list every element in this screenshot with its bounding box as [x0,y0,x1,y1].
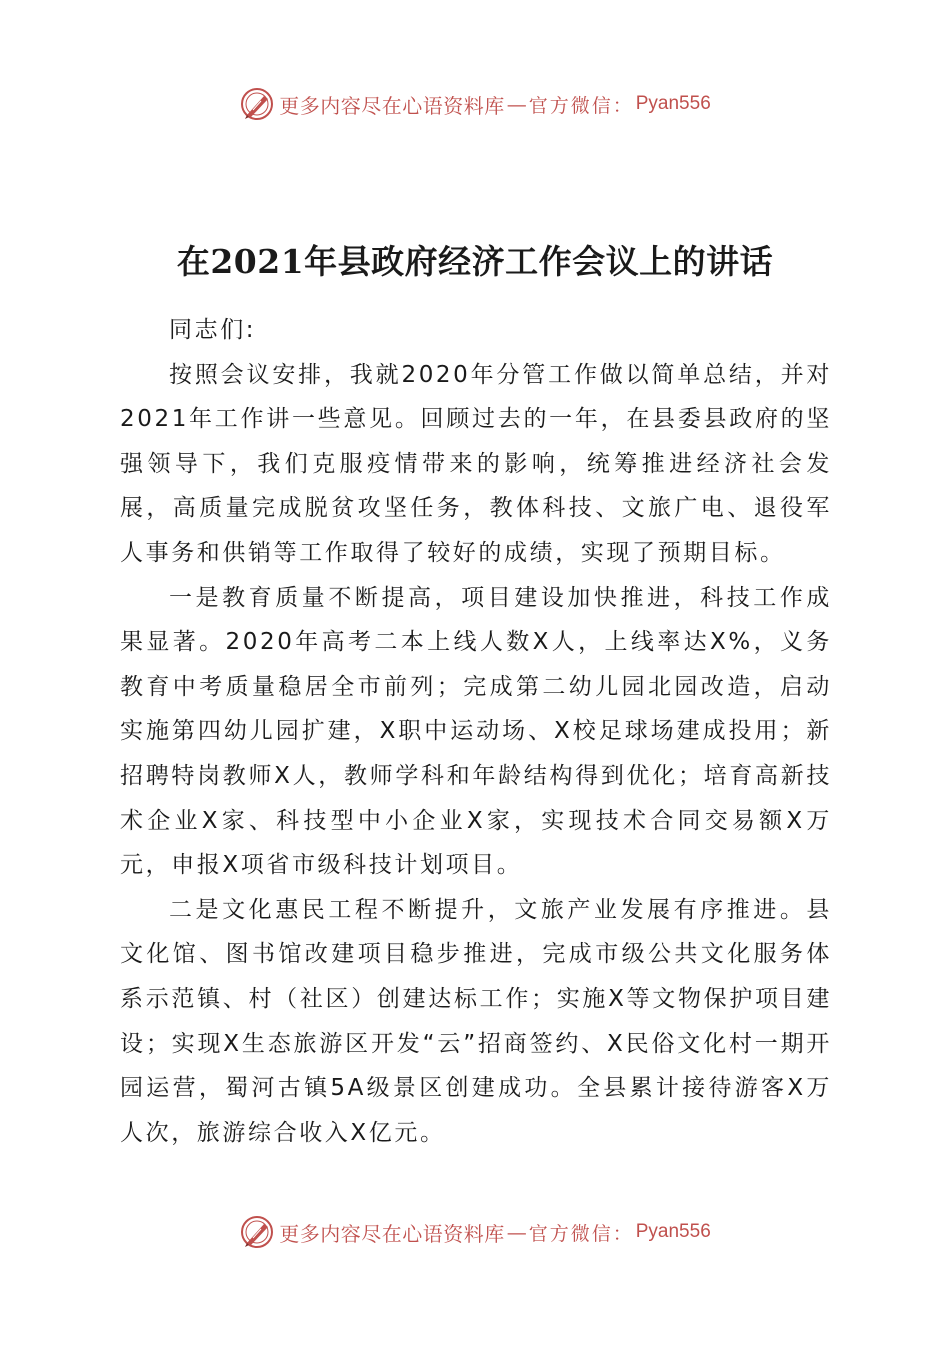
watermark-separator: — [506,1220,527,1244]
document-title: 在2021年县政府经济工作会议上的讲话 [176,242,774,281]
watermark-separator: — [506,92,527,116]
salutation: 同志们: [169,317,257,343]
pen-nib-circle-icon [239,86,275,122]
footer-watermark [0,1212,950,1252]
header-watermark [0,84,950,124]
paragraph-education: 一是教育质量不断提高，项目建设加快推进，科技工作成果显著。2020年高考二本上线人数X人，上线率达X%，义务教育中考质量稳居全市前列；完成第二幼儿园北园改造，启动实施第四幼儿园扩建，X职中运动场、X校足球场建成投用；新招聘特岗教师X人，教师学科和年龄结构得到优化；培育高新技术企业X家、科技型中小企业X家，实现技术合同交易额X万元，申报X项省市级科技计划项目。 [120,584,832,879]
paragraph-culture: 二是文化惠民工程不断提升，文旅产业发展有序推进。县文化馆、图书馆改建项目稳步推进，完成市级公共文化服务体系示范镇、村（社区）创建达标工作；实施X等文物保护项目建设；实现X生态旅游区开发“云”招商签约、X民俗文化村一期开园运营，蜀河古镇5A级景区创建成功。全县累计接待游客X万人次，旅游综合收入X亿元。 [120,896,832,1146]
watermark-wechat-id: Pyan556 [635,93,711,114]
watermark-brand: 更多内容尽在心语资料库 [279,1221,505,1246]
document-body [120,308,832,1155]
watermark-brand: 更多内容尽在心语资料库 [279,93,505,118]
watermark-wechat-id: Pyan556 [635,1221,711,1242]
watermark-official: 官方微信： [528,1222,634,1245]
watermark-official: 官方微信： [528,94,634,117]
paragraph-intro: 按照会议安排，我就2020年分管工作做以简单总结，并对2021年工作讲一些意见。回顾过去的一年，在县委县政府的坚强领导下，我们克服疫情带来的影响，统筹推进经济社会发展，高质量完成脱贫攻坚任务，教体科技、文旅广电、退役军人事务和供销等工作取得了较好的成绩，实现了预期目标。 [120,361,832,566]
pen-nib-circle-icon [239,1214,275,1250]
